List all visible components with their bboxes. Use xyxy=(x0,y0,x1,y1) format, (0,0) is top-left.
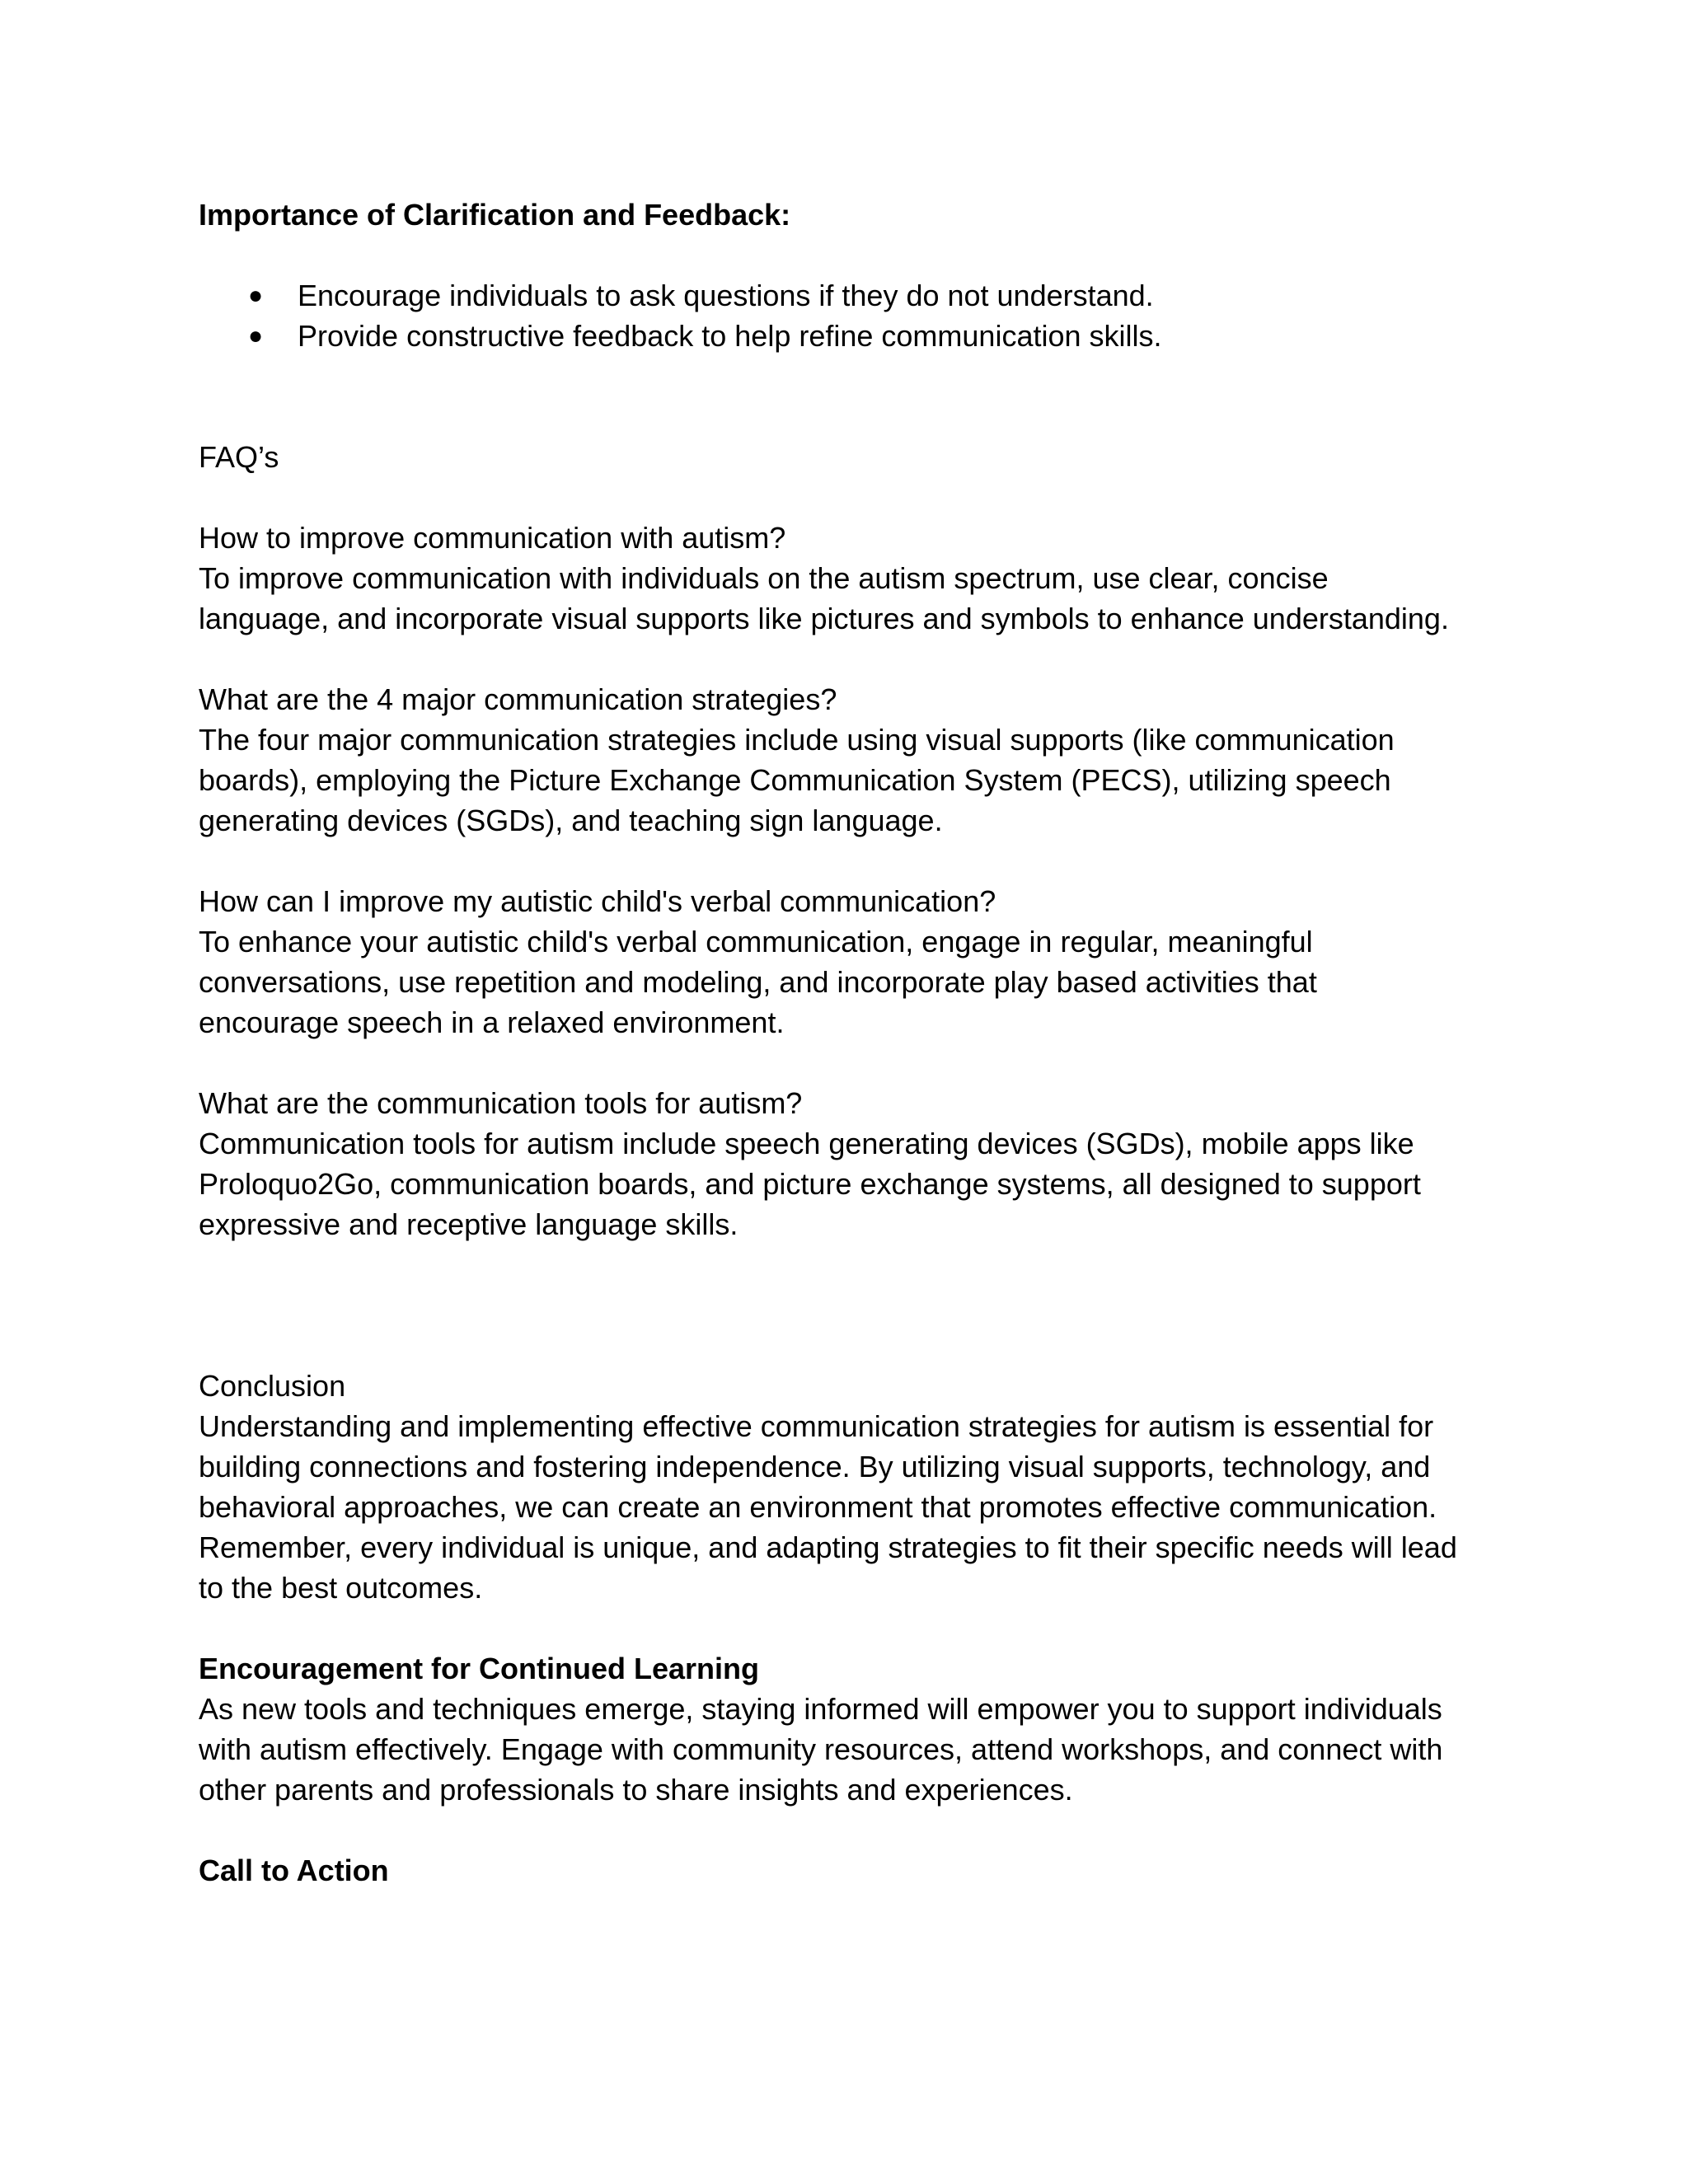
faq-question: How to improve communication with autism? xyxy=(199,521,786,555)
faq-item xyxy=(199,1083,1501,1244)
conclusion-line: to the best outcomes. xyxy=(199,1571,483,1605)
faq-title: FAQ’s xyxy=(199,440,279,474)
encouragement-line: As new tools and techniques emerge, staying informed will empower you to support individuals xyxy=(199,1692,1442,1726)
faq-answer-line: Communication tools for autism include speech generating devices (SGDs), mobile apps like xyxy=(199,1127,1414,1160)
conclusion-title: Conclusion xyxy=(199,1369,346,1403)
encouragement-heading: Encouragement for Continued Learning xyxy=(199,1652,760,1685)
faq-answer-line: The four major communication strategies include using visual supports (like communication xyxy=(199,723,1395,757)
encouragement-section xyxy=(199,1648,1501,1810)
spacer xyxy=(199,1244,1501,1366)
faq-answer-line: To improve communication with individuals on the autism spectrum, use clear, concise xyxy=(199,561,1329,595)
faq-answer-line: boards), employing the Picture Exchange Communication System (PECS), utilizing speech xyxy=(199,763,1391,797)
conclusion-line: Understanding and implementing effective communication strategies for autism is essential for xyxy=(199,1409,1434,1443)
faq-answer-line: Proloquo2Go, communication boards, and picture exchange systems, all designed to support xyxy=(199,1167,1421,1201)
clarification-heading: Importance of Clarification and Feedback: xyxy=(199,198,791,232)
encouragement-line: with autism effectively. Engage with community resources, attend workshops, and connect with xyxy=(199,1732,1443,1766)
faq-question: What are the communication tools for autism? xyxy=(199,1086,803,1120)
spacer xyxy=(199,477,1501,518)
spacer xyxy=(199,356,1501,437)
clarification-bullet-list xyxy=(199,275,1501,356)
spacer xyxy=(199,1608,1501,1648)
faq-answer-line: generating devices (SGDs), and teaching sign language. xyxy=(199,804,943,837)
faq-answer-line: language, and incorporate visual supports like pictures and symbols to enhance understanding. xyxy=(199,602,1449,635)
spacer xyxy=(199,1810,1501,1850)
faq-item xyxy=(199,679,1501,841)
call-to-action-heading: Call to Action xyxy=(199,1854,389,1887)
bullet-item xyxy=(199,275,1501,316)
encouragement-line: other parents and professionals to share insights and experiences. xyxy=(199,1773,1073,1807)
bullet-text: Provide constructive feedback to help refine communication skills. xyxy=(298,319,1162,353)
faq-answer-line: conversations, use repetition and modeling, and incorporate play based activities that xyxy=(199,965,1317,999)
bullet-icon: ● xyxy=(248,322,264,349)
faq-answer-line: To enhance your autistic child's verbal communication, engage in regular, meaningful xyxy=(199,925,1313,958)
faq-question: What are the 4 major communication strategies? xyxy=(199,682,837,716)
bullet-icon: ● xyxy=(248,282,264,309)
faq-item xyxy=(199,881,1501,1043)
spacer xyxy=(199,235,1501,275)
conclusion-line: Remember, every individual is unique, and adapting strategies to fit their specific needs will lead xyxy=(199,1530,1457,1564)
faq-answer-line: expressive and receptive language skills. xyxy=(199,1207,738,1241)
document-content xyxy=(199,194,1501,1891)
conclusion-line: behavioral approaches, we can create an environment that promotes effective communication. xyxy=(199,1490,1437,1524)
spacer xyxy=(199,841,1501,881)
conclusion-line: building connections and fostering independence. By utilizing visual supports, technology, and xyxy=(199,1450,1431,1483)
conclusion-section xyxy=(199,1366,1501,1608)
spacer xyxy=(199,1043,1501,1083)
faq-question: How can I improve my autistic child's verbal communication? xyxy=(199,884,996,918)
bullet-item xyxy=(199,316,1501,356)
faq-answer-line: encourage speech in a relaxed environment. xyxy=(199,1005,785,1039)
spacer xyxy=(199,639,1501,679)
bullet-text: Encourage individuals to ask questions if they do not understand. xyxy=(298,279,1154,312)
faq-item xyxy=(199,518,1501,639)
